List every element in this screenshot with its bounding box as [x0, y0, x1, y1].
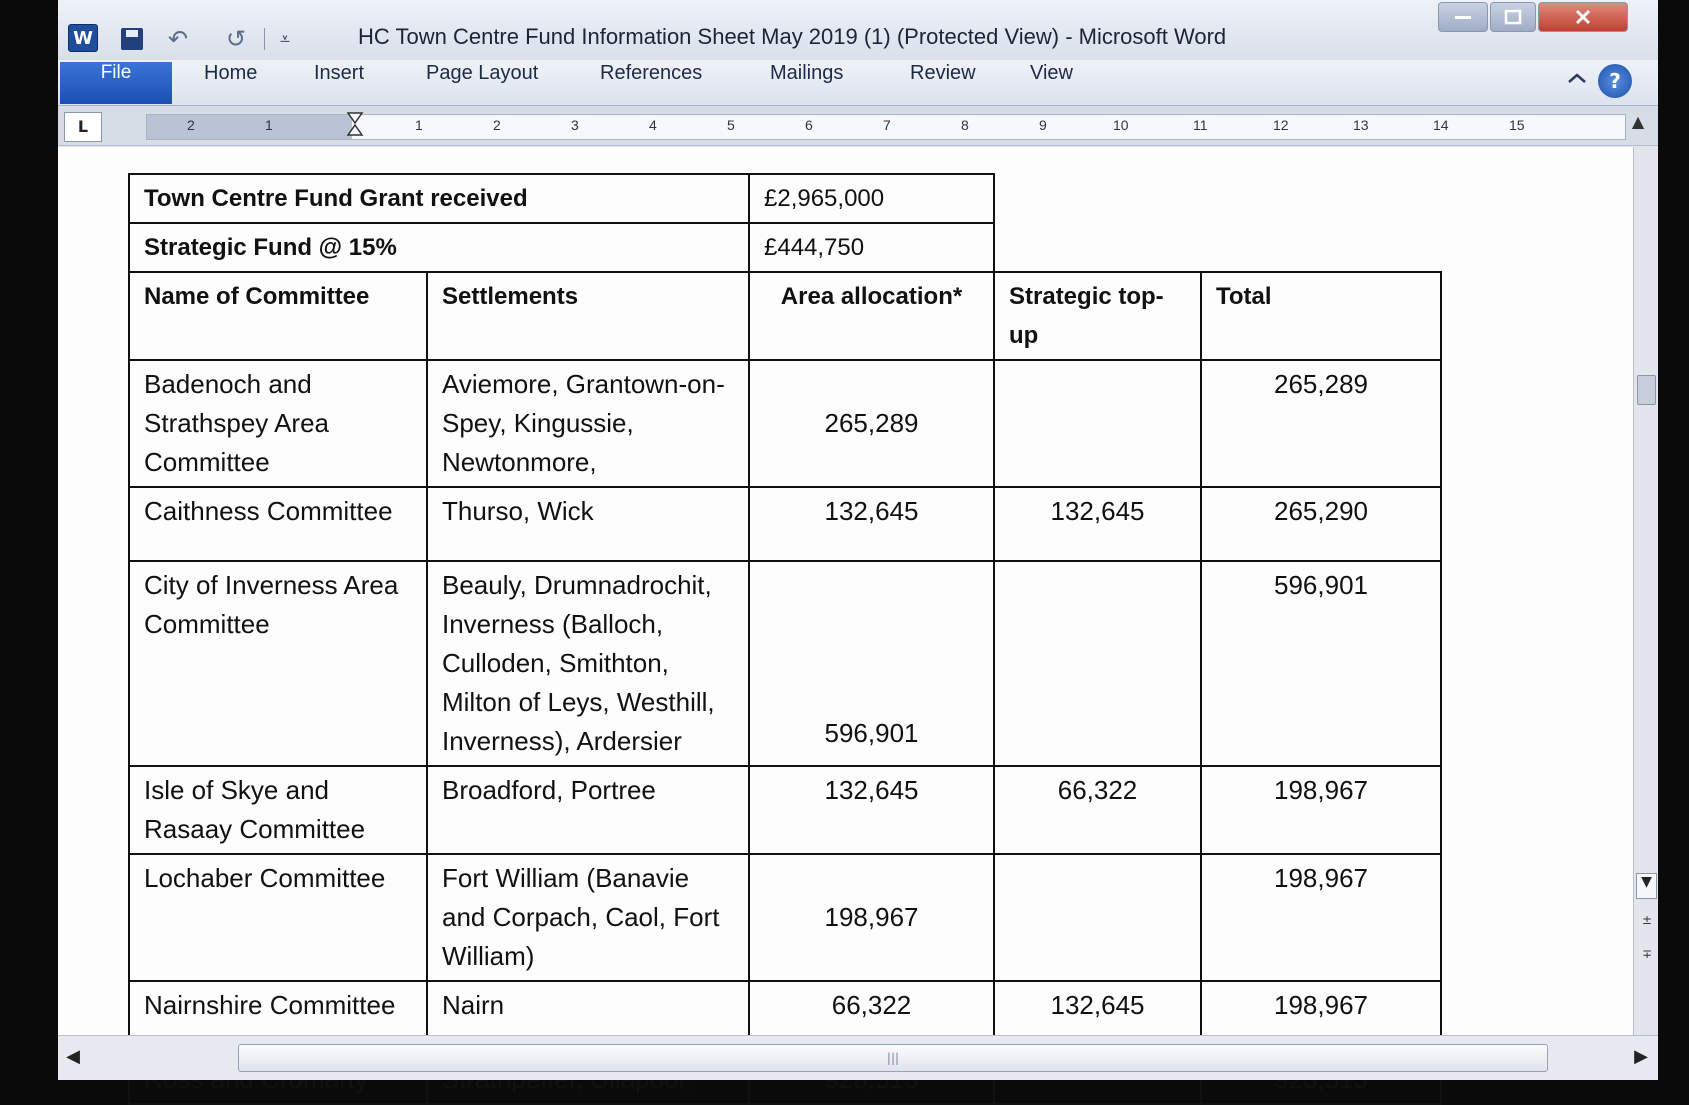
- tab-view[interactable]: View: [1030, 62, 1073, 84]
- grant-value: £2,965,000: [749, 174, 994, 223]
- strategic-topup-cell: 132,645: [994, 981, 1201, 1055]
- area-allocation-cell: 66,322: [749, 981, 994, 1055]
- ruler-number: 4: [649, 117, 657, 133]
- strategic-fund-value: £444,750: [749, 223, 994, 272]
- next-page-button[interactable]: ∓: [1641, 947, 1653, 961]
- indent-marker-icon[interactable]: [347, 111, 363, 143]
- chevron-up-icon: [1566, 70, 1588, 86]
- restore-button[interactable]: [1490, 2, 1536, 32]
- settlements-cell: Aviemore, Grantown-on-Spey, Kingussie, Newtonmore,: [427, 360, 749, 487]
- total-cell: 198,967: [1201, 766, 1441, 854]
- committee-cell: City of Inverness Area Committee: [129, 561, 427, 766]
- ruler-number: 2: [493, 117, 501, 133]
- redo-button[interactable]: ↺: [225, 25, 247, 53]
- ruler-number: 10: [1113, 117, 1129, 133]
- table-row: [129, 854, 1441, 981]
- minimize-button[interactable]: [1438, 2, 1488, 32]
- ruler-number: 12: [1273, 117, 1289, 133]
- committee-cell: Lochaber Committee: [129, 854, 427, 981]
- previous-page-button[interactable]: ±: [1641, 913, 1653, 927]
- horizontal-scrollbar[interactable]: [58, 1035, 1658, 1080]
- minimize-icon: [1453, 13, 1473, 21]
- document-page[interactable]: [58, 147, 1633, 1035]
- ruler-number: 14: [1433, 117, 1449, 133]
- scroll-left-button[interactable]: ◀: [66, 1046, 80, 1067]
- document-area: [58, 147, 1658, 1035]
- committee-cell: Badenoch and Strathspey Area Committee: [129, 360, 427, 487]
- strategic-topup-cell: [994, 854, 1201, 981]
- word-window: [58, 0, 1658, 1080]
- empty-cell: [994, 174, 1441, 223]
- tab-page-layout[interactable]: Page Layout: [426, 62, 539, 84]
- area-allocation-cell: 596,901: [749, 561, 994, 766]
- committee-cell: Isle of Skye and Rasaay Committee: [129, 766, 427, 854]
- total-cell: 198,967: [1201, 981, 1441, 1055]
- undo-button[interactable]: ↶: [167, 25, 189, 53]
- customize-quick-access-button[interactable]: ⩡: [279, 28, 291, 50]
- ruler-number: 1: [415, 117, 423, 133]
- committee-cell: Caithness Committee: [129, 487, 427, 561]
- settlements-cell: Nairn: [427, 981, 749, 1055]
- strategic-topup-cell: [994, 561, 1201, 766]
- total-cell: 198,967: [1201, 854, 1441, 981]
- table-header-row: [129, 272, 1441, 360]
- area-allocation-cell: 198,967: [749, 854, 994, 981]
- ribbon-tabs: [58, 60, 1658, 106]
- ruler-number: 7: [883, 117, 891, 133]
- area-allocation-cell: 265,289: [749, 360, 994, 487]
- tab-home[interactable]: Home: [204, 62, 258, 84]
- tab-selector-button[interactable]: L: [64, 112, 102, 142]
- ruler-number: 1: [265, 117, 273, 133]
- column-header-committee: Name of Committee: [129, 272, 427, 360]
- table-row: [129, 174, 1441, 223]
- tab-file[interactable]: File: [60, 62, 172, 104]
- tab-review[interactable]: Review: [910, 62, 976, 84]
- scroll-right-button[interactable]: ▶: [1634, 1046, 1648, 1067]
- tab-mailings[interactable]: Mailings: [770, 62, 844, 84]
- ruler-number: 3: [571, 117, 579, 133]
- ruler-number: 11: [1193, 117, 1208, 133]
- total-cell: 265,289: [1201, 360, 1441, 487]
- ruler-number: 6: [805, 117, 813, 133]
- ruler-number: 9: [1039, 117, 1047, 133]
- tab-insert[interactable]: Insert: [314, 62, 365, 84]
- title-bar: [58, 0, 1658, 68]
- horizontal-ruler[interactable]: [146, 114, 1626, 140]
- total-cell: 596,901: [1201, 561, 1441, 766]
- help-button[interactable]: ?: [1598, 64, 1632, 98]
- scroll-down-button[interactable]: ▼: [1636, 873, 1657, 899]
- total-cell: 265,290: [1201, 487, 1441, 561]
- horizontal-scroll-thumb[interactable]: |||: [238, 1044, 1548, 1072]
- table-row: [129, 360, 1441, 487]
- grant-label: Town Centre Fund Grant received: [129, 174, 749, 223]
- window-title: HC Town Centre Fund Information Sheet May 2019 (1) (Protected View) - Microsoft Word: [358, 24, 1227, 49]
- ruler-left-margin: [147, 115, 352, 139]
- empty-cell: [994, 223, 1441, 272]
- ruler-number: 15: [1509, 117, 1525, 133]
- settlements-cell: Thurso, Wick: [427, 487, 749, 561]
- minimize-ribbon-button[interactable]: [1566, 70, 1588, 92]
- close-button[interactable]: [1538, 2, 1628, 32]
- strategic-fund-label: Strategic Fund @ 15%: [129, 223, 749, 272]
- strategic-topup-cell: 66,322: [994, 766, 1201, 854]
- toolbar-divider: [264, 28, 268, 50]
- strategic-topup-cell: [994, 360, 1201, 487]
- ruler-number: 5: [727, 117, 735, 133]
- area-allocation-cell: 132,645: [749, 487, 994, 561]
- ruler-number: 8: [961, 117, 969, 133]
- strategic-topup-cell: 132,645: [994, 487, 1201, 561]
- settlements-cell: Beauly, Drumnadrochit, Inverness (Balloch, Culloden, Smithton, Milton of Leys, Westhill, Inverness), Ardersier: [427, 561, 749, 766]
- ruler-bar: [58, 106, 1658, 146]
- table-row: [129, 561, 1441, 766]
- column-header-area-allocation: Area allocation*: [749, 272, 994, 360]
- vertical-scroll-thumb[interactable]: [1637, 375, 1656, 405]
- ruler-number: 13: [1353, 117, 1369, 133]
- tab-references[interactable]: References: [600, 62, 703, 84]
- table-row: [129, 766, 1441, 854]
- save-button[interactable]: [118, 24, 146, 54]
- close-icon: [1573, 8, 1593, 26]
- settlements-cell: Fort William (Banavie and Corpach, Caol, Fort William): [427, 854, 749, 981]
- column-header-settlements: Settlements: [427, 272, 749, 360]
- scroll-up-button[interactable]: ▲: [1631, 112, 1645, 131]
- save-icon: [121, 28, 143, 50]
- word-logo-icon[interactable]: W: [68, 24, 98, 52]
- column-header-strategic-topup: Strategic top-up: [994, 272, 1201, 360]
- restore-icon: [1503, 8, 1523, 26]
- settlements-cell: Broadford, Portree: [427, 766, 749, 854]
- column-header-total: Total: [1201, 272, 1441, 360]
- vertical-scrollbar[interactable]: [1633, 147, 1658, 1035]
- fund-allocation-table: [128, 173, 1442, 1105]
- ruler-number: 2: [187, 117, 195, 133]
- committee-cell: Nairnshire Committee: [129, 981, 427, 1055]
- table-row: [129, 487, 1441, 561]
- table-row: [129, 223, 1441, 272]
- area-allocation-cell: 132,645: [749, 766, 994, 854]
